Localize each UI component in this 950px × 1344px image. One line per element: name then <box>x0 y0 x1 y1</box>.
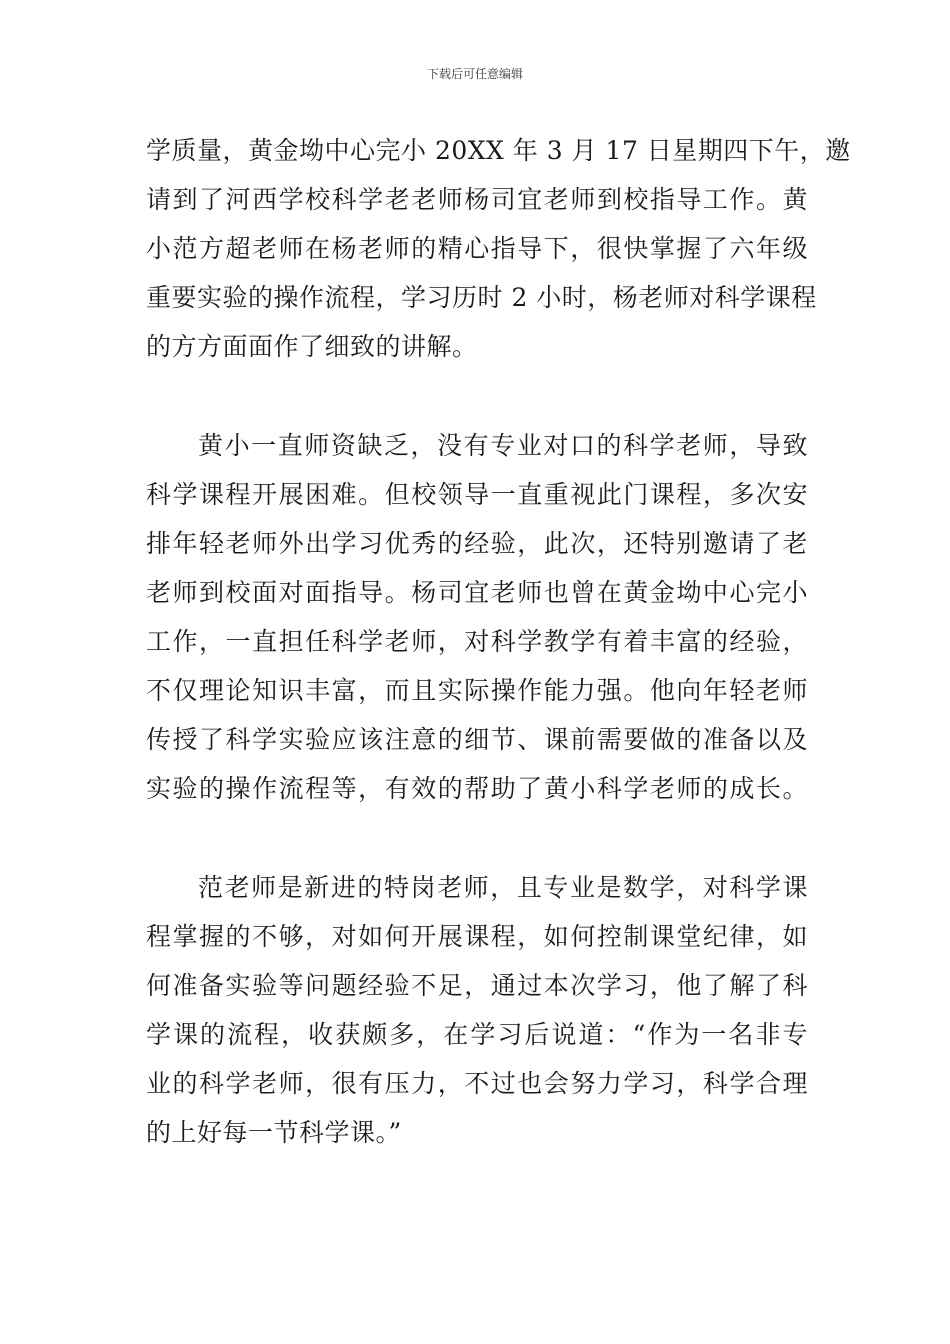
paragraph-2 <box>146 421 808 813</box>
text-line: 请到了河西学校科学老老师杨司宜老师到校指导工作。黄 <box>146 185 808 214</box>
text-line: 工作，一直担任科学老师，对科学教学有着丰富的经验， <box>146 627 808 656</box>
text-line: 小范方超老师在杨老师的精心指导下，很快掌握了六年级 <box>146 234 808 263</box>
text-line: 的方方面面作了细致的讲解。 <box>146 332 478 361</box>
text-line: 实验的操作流程等，有效的帮助了黄小科学老师的成长。 <box>146 774 808 803</box>
text-line: 程掌握的不够，对如何开展课程，如何控制课堂纪律，如 <box>146 922 808 951</box>
text-line: 学课的流程，收获颇多，在学习后说道：“作为一名非专 <box>146 1020 808 1049</box>
text-line: 老师到校面对面指导。杨司宜老师也曾在黄金坳中心完小 <box>146 578 808 607</box>
header-note: 下载后可任意编辑 <box>426 67 523 81</box>
paragraph-gap <box>146 371 808 421</box>
paragraph-gap <box>146 813 808 863</box>
text-line: 的上好每一节科学课。” <box>146 1118 402 1147</box>
text-line: 范老师是新进的特岗老师，且专业是数学，对科学课 <box>198 873 808 902</box>
text-line: 不仅理论知识丰富，而且实际操作能力强。他向年轻老师 <box>146 676 808 705</box>
text-line: 排年轻老师外出学习优秀的经验，此次，还特别邀请了老 <box>146 529 808 558</box>
text-line: 黄小一直师资缺乏，没有专业对口的科学老师，导致 <box>198 431 808 460</box>
text-line: 传授了科学实验应该注意的细节、课前需要做的准备以及 <box>146 725 808 754</box>
text-line: 何准备实验等问题经验不足，通过本次学习，他了解了科 <box>146 971 808 1000</box>
text-line: 科学课程开展困难。但校领导一直重视此门课程，多次安 <box>146 480 808 509</box>
text-line: 重要实验的操作流程，学习历时 2 小时，杨老师对科学课程 <box>146 283 817 312</box>
body-text <box>146 126 851 1157</box>
text-line: 学质量，黄金坳中心完小 20XX 年 3 月 17 日星期四下午，邀 <box>146 136 851 165</box>
paragraph-1 <box>146 126 851 371</box>
paragraph-3 <box>146 863 808 1157</box>
text-line: 业的科学老师，很有压力，不过也会努力学习，科学合理 <box>146 1069 808 1098</box>
